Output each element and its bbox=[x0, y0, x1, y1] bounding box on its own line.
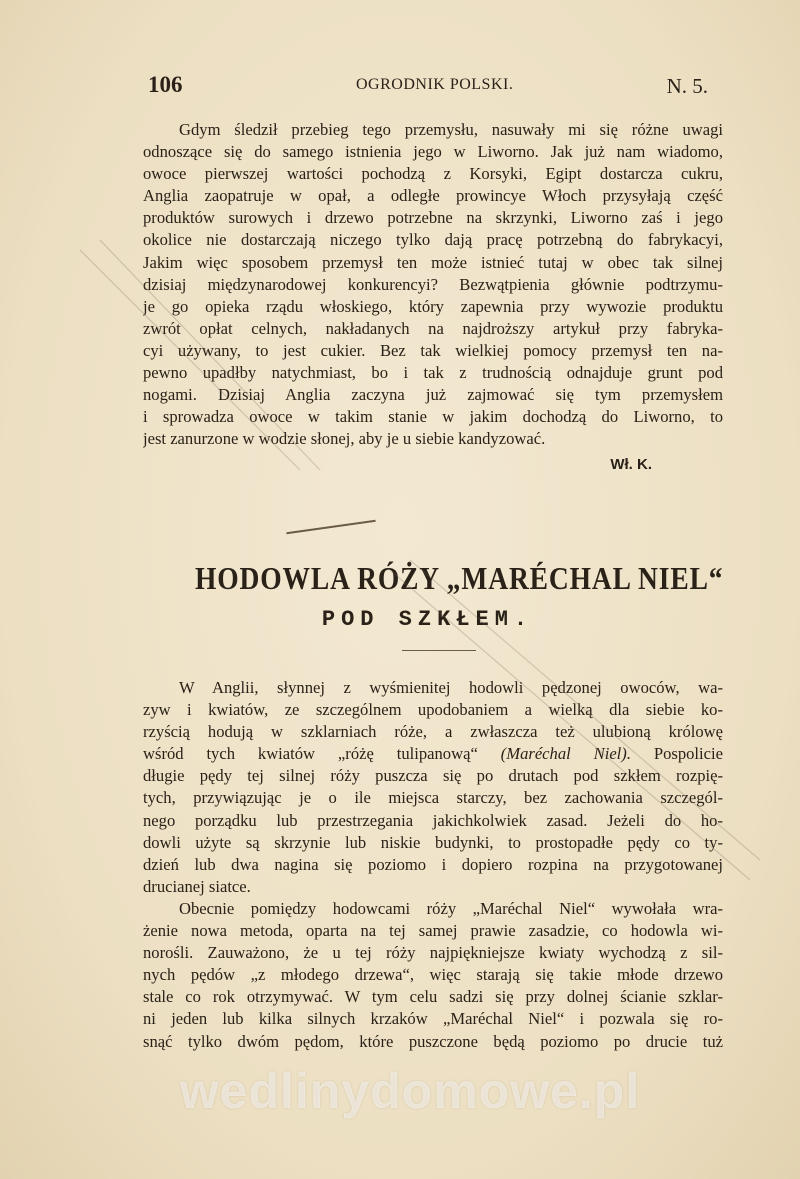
text-line: stale co rok otrzymywać. W tym celu sadzi się przy dolnej ścianie szklar- bbox=[143, 987, 723, 1007]
text-line: długie pędy tej silnej róży puszcza się po drutach pod szkłem rozpię- bbox=[143, 766, 723, 786]
title-divider bbox=[402, 650, 476, 651]
text-line: Obecnie pomiędzy hodowcami róży „Maréchal Niel“ wywołała wra- bbox=[179, 898, 723, 918]
rose-variety-name: (Maréchal Niel). bbox=[500, 744, 631, 764]
text-line: Gdym śledził przebieg tego przemysłu, nasuwały mi się różne uwagi bbox=[179, 120, 723, 139]
article-title: HODOWLA RÓŻY „MARÉCHAL NIEL“ bbox=[195, 560, 724, 596]
text-line: Anglia zaopatruje w opał, a odległe prowincye Włoch przysyłają część bbox=[143, 186, 723, 206]
article-2-body bbox=[143, 677, 723, 1053]
text-line: produktów surowych i drzewo potrzebne na skrzynki, Liworno zaś i jego bbox=[143, 208, 723, 228]
text-line-with-italic bbox=[143, 743, 723, 765]
page-header bbox=[148, 72, 716, 104]
article-subtitle: POD SZKŁEM. bbox=[321, 607, 534, 632]
text-fragment: wśród tych kwiatów „różę tulipanową“ bbox=[143, 744, 478, 764]
text-line: nego porządku lub przestrzegania jakichkolwiek zasad. Jeżeli do ho- bbox=[143, 810, 723, 830]
text-line: Jakim więc sposobem przemysł ten może istnieć tutaj w obec tak silnej bbox=[143, 252, 723, 272]
text-line: okolice nie dostarczają niczego tylko dają pracę potrzebną do fabrykacyi, bbox=[143, 230, 723, 250]
text-fragment: Pospolicie bbox=[653, 744, 723, 764]
author-signature: Wł. K. bbox=[610, 456, 652, 473]
text-line: i sprowadza owoce w takim stanie w jakim dochodzą do Liworno, to bbox=[143, 407, 723, 427]
text-line: cyi używany, to jest cukier. Bez tak wielkiej pomocy przemysł ten na- bbox=[143, 340, 723, 360]
text-line: zwrót opłat celnych, nakładanych na najdroższy artykuł przy fabryka- bbox=[143, 318, 723, 338]
text-line: owoce pierwszej wartości pochodzą z Korsyki, Egipt dostarcza cukru, bbox=[143, 164, 723, 184]
text-line: snąć tylko dwóm pędom, które puszczone będą poziomo po drucie tuż bbox=[143, 1031, 723, 1051]
text-line: nogami. Dzisiaj Anglia zaczyna już zajmować się tym przemysłem bbox=[143, 385, 723, 405]
text-line: żenie nowa metoda, oparta na tej samej prawie zasadzie, co hodowla wi- bbox=[143, 921, 723, 941]
issue-number: N. 5. bbox=[666, 74, 708, 98]
text-line: odnoszące się do samego istnienia jego w Liworno. Jak już nam wiadomo, bbox=[143, 142, 723, 162]
text-line: drucianej siatce. bbox=[143, 876, 251, 896]
text-line: W Anglii, słynnej z wyśmienitej hodowli pędzonej owoców, wa- bbox=[179, 678, 723, 697]
text-line: dzień lub dwa nagina się poziomo i dopiero rozpina na przygotowanej bbox=[143, 854, 723, 874]
text-line: zyw i kwiatów, ze szczególnem upodobaniem a wielką dla siebie ko- bbox=[143, 700, 723, 720]
text-line: tych, przywiązując je o ile miejsca starczy, bez zachowania szczegól- bbox=[143, 788, 723, 808]
page-number: 106 bbox=[148, 72, 183, 97]
text-line: ni jeden lub kilka silnych krzaków „Maréchal Niel“ i pozwala się ro- bbox=[143, 1009, 723, 1029]
text-line: dzisiaj międzynarodowej konkurencyi? Bezwątpienia głównie podtrzymu- bbox=[143, 274, 723, 294]
text-line: pewno upadłby natychmiast, bo i tak z trudnością odnajduje grunt pod bbox=[143, 363, 723, 383]
text-line: dowli użyte są skrzynie lub niskie budynki, to prostopadłe pędy co ty- bbox=[143, 832, 723, 852]
text-line: nych pędów „z młodego drzewa“, więc starają się takie młode drzewo bbox=[143, 965, 723, 985]
section-divider bbox=[286, 520, 375, 535]
running-title: OGRODNIK POLSKI. bbox=[356, 76, 514, 93]
text-line: jest zanurzone w wodzie słonej, aby je u siebie kandyzować. bbox=[143, 429, 546, 449]
text-line: rzyścią hodują w szklarniach róże, a zwłaszcza też ulubioną królowę bbox=[143, 722, 723, 742]
site-watermark: wedlinydomowe.pl bbox=[179, 1063, 641, 1119]
text-line: je go opieka rządu włoskiego, który zapewnia przy wywozie produktu bbox=[143, 296, 723, 316]
text-line: norośli. Zauważono, że u tej róży najpiękniejsze kwiaty wychodzą z sil- bbox=[143, 943, 723, 963]
article-1-body bbox=[143, 119, 723, 450]
